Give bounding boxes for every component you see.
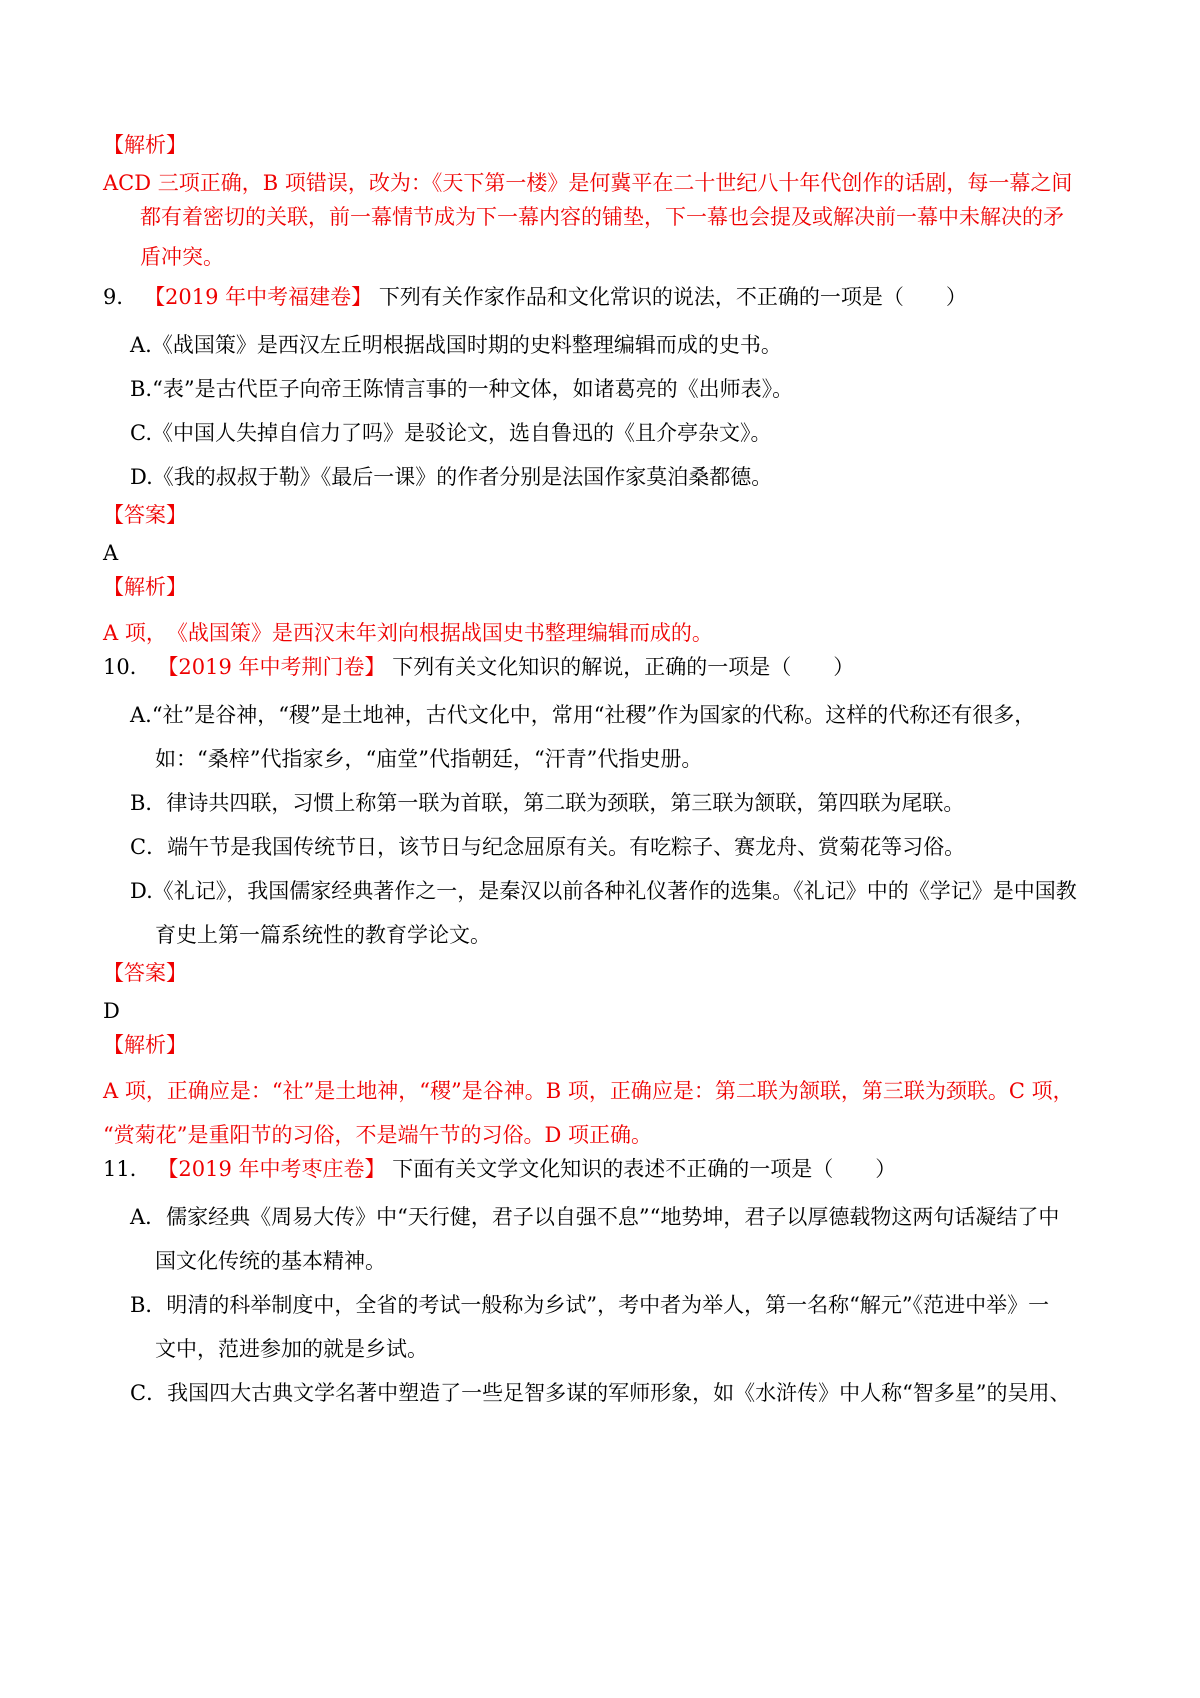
option-a: A.《战国策》是西汉左丘明根据战国时期的史料整理编辑而成的史书。 — [130, 333, 782, 357]
option-b: B．明清的科举制度中，全省的考试一般称为乡试”，考中者为举人，第一名称“解元”《范进中举》一 — [130, 1293, 1050, 1317]
answer-label: 【答案】 — [103, 503, 187, 527]
question-stem: 下面有关文学文化知识的表述不正确的一项是（ ） — [392, 1157, 897, 1181]
question-stem: 下列有关作家作品和文化常识的说法，不正确的一项是（ ） — [378, 285, 967, 309]
option-a-cont: 如：“桑梓”代指家乡，“庙堂”代指朝廷，“汗青”代指史册。 — [155, 747, 703, 771]
question-9 — [103, 282, 967, 312]
answer-label: 【答案】 — [103, 961, 187, 985]
option-c: C．端午节是我国传统节日，该节日与纪念屈原有关。有吃粽子、赛龙舟、赏菊花等习俗。 — [130, 835, 966, 859]
analysis-label: 【解析】 — [103, 133, 187, 157]
question-source: 【2019 年中考福建卷】 — [144, 285, 373, 309]
option-d: D.《礼记》，我国儒家经典著作之一，是秦汉以前各种礼仪著作的选集。《礼记》中的《学记》是中国教 — [130, 879, 1077, 903]
question-stem: 下列有关文化知识的解说，正确的一项是（ ） — [392, 655, 855, 679]
analysis-line: 盾冲突。 — [140, 245, 224, 269]
question-number: 11． — [103, 1157, 151, 1181]
option-a-cont: 国文化传统的基本精神。 — [155, 1249, 386, 1273]
analysis-line: A 项，正确应是：“社”是土地神，“稷”是谷神。B 项，正确应是：第二联为颔联，第三联为颈联。C 项， — [103, 1079, 1074, 1103]
answer-value: D — [103, 999, 120, 1023]
question-10 — [103, 652, 854, 682]
question-number: 10． — [103, 655, 151, 679]
option-a: A．儒家经典《周易大传》中“天行健，君子以自强不息”“地势坤，君子以厚德载物这两句话凝结了中 — [130, 1205, 1060, 1229]
question-source: 【2019 年中考荆门卷】 — [157, 655, 386, 679]
option-b-cont: 文中，范进参加的就是乡试。 — [155, 1337, 428, 1361]
option-c: C.《中国人失掉自信力了吗》是驳论文，选自鲁迅的《且介亭杂文》。 — [130, 421, 772, 445]
analysis-line: 都有着密切的关联，前一幕情节成为下一幕内容的铺垫，下一幕也会提及或解决前一幕中未解决的矛 — [140, 205, 1064, 229]
analysis-label: 【解析】 — [103, 1033, 187, 1057]
option-d: D.《我的叔叔于勒》《最后一课》的作者分别是法国作家莫泊桑都德。 — [130, 465, 773, 489]
option-b: B.“表”是古代臣子向帝王陈情言事的一种文体，如诸葛亮的《出师表》。 — [130, 377, 794, 401]
question-number: 9． — [103, 285, 138, 309]
option-c: C．我国四大古典文学名著中塑造了一些足智多谋的军师形象，如《水浒传》中人称“智多星”的吴用、 — [130, 1381, 1071, 1405]
analysis-line: “赏菊花”是重阳节的习俗，不是端午节的习俗。D 项正确。 — [103, 1123, 652, 1147]
analysis-label: 【解析】 — [103, 575, 187, 599]
option-b: B．律诗共四联，习惯上称第一联为首联，第二联为颈联，第三联为颔联，第四联为尾联。 — [130, 791, 965, 815]
answer-value: A — [103, 541, 119, 565]
analysis-line: A 项， 《战国策》是西汉末年刘向根据战国史书整理编辑而成的。 — [103, 621, 713, 645]
question-11 — [103, 1154, 896, 1184]
question-source: 【2019 年中考枣庄卷】 — [157, 1157, 386, 1181]
option-d-cont: 育史上第一篇系统性的教育学论文。 — [155, 923, 491, 947]
analysis-line: ACD 三项正确，B 项错误，改为：《天下第一楼》是何冀平在二十世纪八十年代创作的话剧，每一幕之间 — [103, 171, 1073, 195]
option-a: A.“社”是谷神，“稷”是土地神，古代文化中，常用“社稷”作为国家的代称。这样的代称还有很多， — [130, 703, 1036, 727]
